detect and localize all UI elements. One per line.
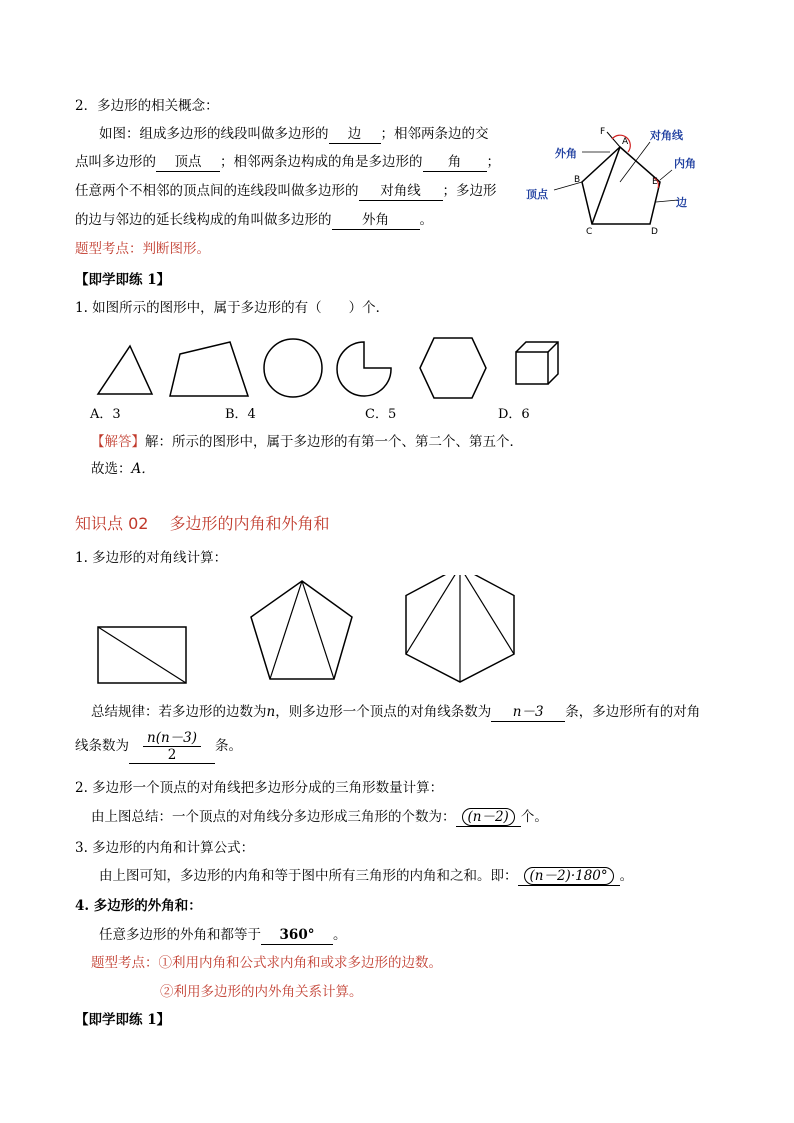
label-outer-angle: 外角 [555, 147, 577, 160]
text: 如图：组成多边形的线段叫做多边形的 [99, 126, 329, 142]
point-A: A [622, 137, 629, 147]
text: 。 [419, 212, 433, 228]
question-text: 1. 如图所示的图形中，属于多边形的有（ ）个． [75, 300, 390, 316]
fraction-denominator: 2 [143, 746, 201, 763]
section-heading: 2．多边形的相关概念： [75, 98, 219, 114]
diagonal-line [592, 147, 620, 224]
hexagon-diagonals [406, 575, 514, 682]
quadrilateral-shape [170, 342, 248, 396]
text: 由上图可知，多边形的内角和等于图中所有三角形的内角和之和。即： [99, 868, 518, 884]
text: 个。 [520, 809, 548, 825]
type-note-1: 题型考点：①利用内角和公式求内角和或求多边形的边数。 [91, 955, 442, 971]
label-side: 边 [676, 196, 687, 209]
point-E: E [652, 177, 658, 187]
shapes-figure [90, 330, 570, 402]
answer-text: 解：所示的图形中，属于多边形的有第一个、第二个、第五个． [145, 434, 523, 450]
summary-line-1 [91, 702, 700, 722]
item-4-text [99, 925, 347, 945]
circle-shape [264, 339, 322, 397]
practice-tag-2: 【即学即练 1】 [75, 1012, 171, 1028]
text: 任意多边形的外角和都等于 [99, 927, 261, 943]
concept-line-2 [75, 152, 500, 172]
answer-exterior: 外角 [332, 211, 420, 230]
answer-label: 【解答】 [91, 434, 145, 450]
option-a: A．3 [90, 407, 121, 422]
pentagon-diagonal-2 [302, 581, 334, 679]
item-3-text [99, 866, 633, 886]
answer-triangle-count [456, 808, 521, 827]
side-pointer [656, 200, 678, 202]
practice-tag: 【即学即练 1】 [75, 272, 171, 288]
option-c: C．5 [365, 407, 397, 422]
choice-value: A． [131, 461, 155, 477]
concept-line-3 [75, 181, 497, 201]
answer-exterior-sum: 360° [261, 926, 333, 945]
var-n: n [266, 704, 276, 720]
item-2-heading: 2. 多边形一个顶点的对角线把多边形分成的三角形数量计算： [75, 780, 444, 796]
type-note: 题型考点：判断图形。 [75, 241, 210, 257]
text: 总结规律：若多边形的边数为 [91, 704, 267, 720]
inner-pointer [660, 170, 672, 180]
extended-side [607, 132, 620, 147]
text: 条。 [215, 738, 243, 754]
formula: (n－2) [462, 808, 515, 826]
answer-line [91, 432, 523, 452]
label-inner-angle: 内角 [674, 157, 696, 170]
choice-line [91, 459, 155, 479]
type-note-2: ②利用多边形的内外角关系计算。 [160, 984, 363, 1000]
text: ； [486, 154, 500, 170]
answer-one-vertex-diagonals: n－3 [491, 703, 565, 722]
answer-total-diagonals [129, 730, 215, 764]
text: 由上图总结：一个顶点的对角线分多边形成三角形的个数为： [91, 809, 456, 825]
pentagon-shape [251, 581, 352, 679]
label-vertex: 顶点 [526, 188, 548, 201]
text: 条，多边形所有的对角 [565, 704, 701, 720]
cube-edge [548, 342, 558, 352]
label-diagonal: 对角线 [650, 129, 683, 142]
knowledge-point-title: 知识点 02 多边形的内角和外角和 [75, 514, 330, 533]
fraction-numerator: n(n－3) [147, 730, 198, 746]
point-D: D [651, 227, 658, 237]
formula: (n－2)·180° [524, 867, 614, 885]
item-2-text [91, 807, 548, 827]
point-B: B [574, 175, 581, 185]
diagonals-figure [90, 575, 560, 690]
answer-side: 边 [329, 125, 381, 144]
point-F: F [600, 127, 606, 137]
text: ，则多边形一个顶点的对角线条数为 [275, 704, 492, 720]
fraction [143, 730, 201, 763]
item-1-heading: 1. 多边形的对角线计算： [75, 550, 228, 566]
item-3-heading: 3. 多边形的内角和计算公式： [75, 840, 255, 856]
option-b: B．4 [225, 407, 256, 422]
choice-label: 故选： [91, 461, 132, 477]
text: 任意两个不相邻的顶点间的连线段叫做多边形的 [75, 183, 359, 199]
cube-front [516, 352, 548, 384]
text: 。 [619, 868, 634, 884]
text: 的边与邻边的延长线构成的角叫做多边形的 [75, 212, 332, 228]
diagonal-pointer [620, 142, 650, 182]
text: ；相邻两条边构成的角是多边形的 [220, 154, 423, 170]
answer-angle: 角 [423, 153, 487, 172]
answer-diagonal: 对角线 [359, 182, 443, 201]
sector-shape [337, 342, 391, 396]
triangle-shape [98, 346, 152, 394]
pentagon-diagonal-1 [270, 581, 302, 679]
option-d: D．6 [498, 407, 530, 422]
concept-line-1 [99, 124, 489, 144]
pentagon-shape [582, 147, 660, 224]
answer-interior-sum [518, 867, 620, 886]
concept-line-4 [75, 210, 433, 230]
rectangle-diagonal [98, 627, 186, 683]
text: 线条数为 [75, 738, 129, 754]
answer-vertex: 顶点 [156, 153, 220, 172]
hexagon-shape [420, 338, 486, 398]
text: ；多边形 [442, 183, 497, 199]
summary-line-2 [75, 730, 242, 764]
item-4-heading: 4. 多边形的外角和： [75, 898, 202, 914]
text: 点叫多边形的 [75, 154, 156, 170]
point-C: C [586, 227, 593, 237]
text: ；相邻两条边的交 [380, 126, 489, 142]
text: 。 [333, 927, 347, 943]
